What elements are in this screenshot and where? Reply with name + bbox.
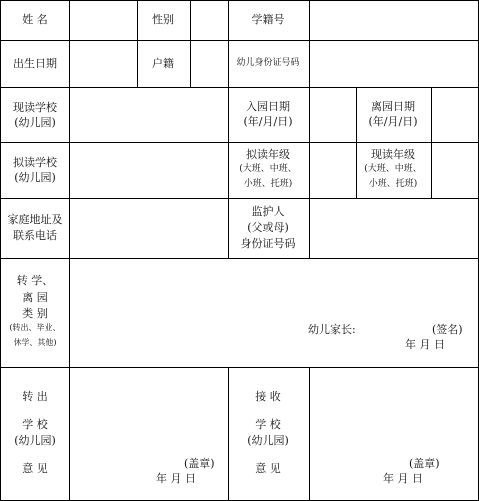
entry-date-label: 入园日期 <box>246 100 290 113</box>
guardian-label-sub: (父或母) <box>247 221 289 234</box>
receive-opinion-label: 意 见 <box>255 462 281 475</box>
col-line <box>309 87 310 198</box>
transfer-type-label-2: 离 园 <box>22 291 48 304</box>
seal-in-label: (盖章) <box>409 457 440 470</box>
current-grade-options-2: 小班、托班) <box>368 179 418 189</box>
col-line <box>228 367 229 501</box>
guardian-id-label: 身份证号码 <box>240 237 296 250</box>
col-line <box>69 0 70 501</box>
seal-out-date: 年 月 日 <box>156 472 196 485</box>
planned-school-label-sub: (幼儿园) <box>14 171 56 184</box>
parent-label: 幼儿家长: <box>308 323 356 336</box>
receive-school-label: 学 校 <box>255 418 281 431</box>
row-line <box>0 87 479 88</box>
current-grade-options: (大班、中班、 <box>364 164 422 174</box>
planned-grade-options: (大班、中班、 <box>239 164 297 174</box>
address-phone-label-2: 联系电话 <box>13 229 57 242</box>
transfer-out-kindergarten-label: (幼儿园) <box>14 434 56 447</box>
col-line <box>137 0 138 87</box>
row-line <box>0 198 479 199</box>
col-line <box>228 87 229 198</box>
gender-label: 性别 <box>152 13 174 26</box>
col-line <box>356 87 357 198</box>
name-label: 姓 名 <box>22 13 48 26</box>
transfer-type-label-3: 类 别 <box>22 307 48 320</box>
household-label: 户籍 <box>152 57 174 70</box>
planned-school-label: 拟读学校 <box>13 156 57 169</box>
current-grade-label: 现读年级 <box>371 148 415 161</box>
row-line <box>0 258 479 259</box>
transfer-out-school-label: 学 校 <box>22 418 48 431</box>
col-line <box>309 198 310 258</box>
birth-date-label: 出生日期 <box>13 57 57 70</box>
child-id-label: 幼儿身份证号码 <box>236 58 300 68</box>
seal-in-date: 年 月 日 <box>383 472 423 485</box>
address-phone-label: 家庭地址及 <box>7 213 63 226</box>
col-line <box>309 0 310 87</box>
col-line <box>190 0 191 87</box>
seal-out-label: (盖章) <box>184 457 215 470</box>
transfer-out-label: 转 出 <box>22 390 48 403</box>
leave-date-format: (年/月/日) <box>368 115 418 128</box>
col-line <box>431 87 432 198</box>
planned-grade-options-2: 小班、托班) <box>243 179 293 189</box>
student-id-label: 学籍号 <box>251 13 285 26</box>
entry-date-format: (年/月/日) <box>243 115 293 128</box>
transfer-out-opinion-label: 意 见 <box>22 462 48 475</box>
current-school-label: 现读学校 <box>13 101 57 114</box>
row-line <box>0 0 479 1</box>
col-line <box>309 367 310 501</box>
guardian-label: 监护人 <box>251 205 285 218</box>
col-line <box>0 0 1 501</box>
row-line <box>0 142 479 143</box>
row-line <box>0 367 479 368</box>
receive-label: 接 收 <box>255 390 281 403</box>
transfer-type-options-2: 休学、其他) <box>13 338 57 347</box>
receive-kindergarten-label: (幼儿园) <box>247 434 289 447</box>
transfer-type-options: (转出、毕业、 <box>9 323 61 332</box>
current-school-label-sub: (幼儿园) <box>14 116 56 129</box>
col-line <box>228 0 229 87</box>
signature-label: (签名) <box>432 323 463 336</box>
leave-date-label: 离园日期 <box>371 100 415 113</box>
col-line <box>228 198 229 258</box>
parent-date: 年 月 日 <box>405 338 445 351</box>
transfer-type-label: 转 学、 <box>16 274 54 287</box>
row-line <box>0 40 479 41</box>
planned-grade-label: 拟读年级 <box>246 148 290 161</box>
